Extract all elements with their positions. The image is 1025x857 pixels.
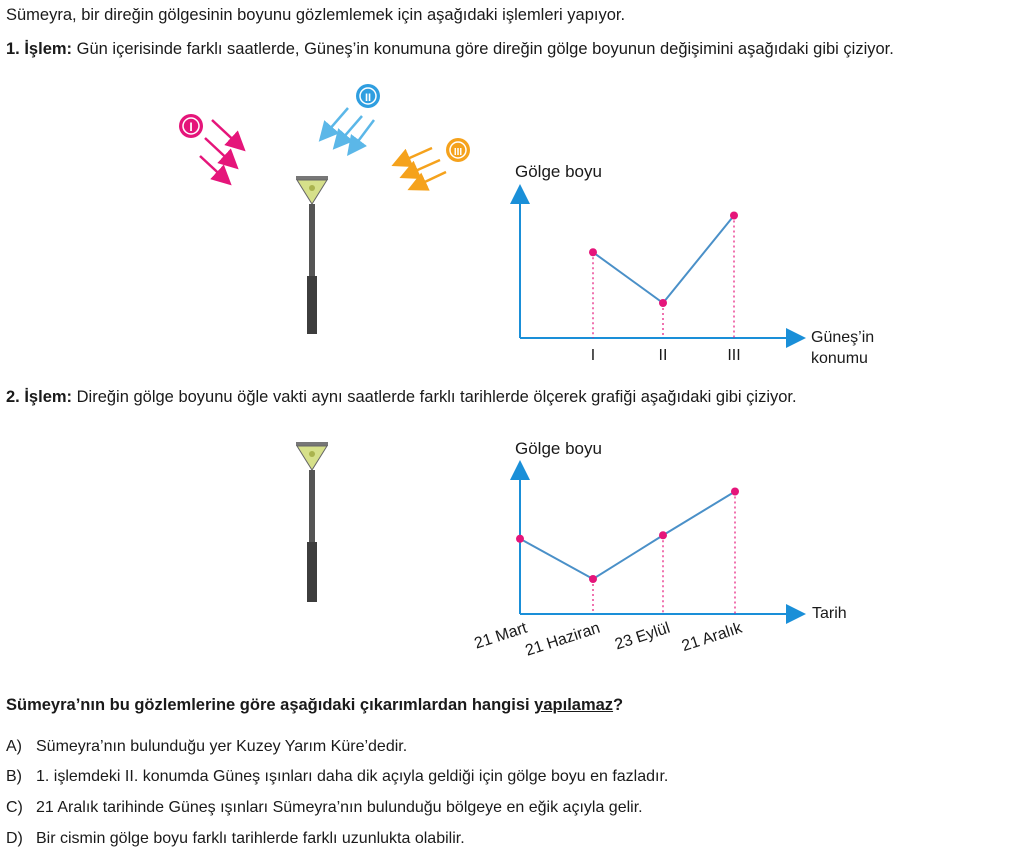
sun-II-label: II — [364, 92, 372, 104]
step1-description — [6, 40, 894, 59]
chart-dates — [445, 430, 875, 670]
question-prefix: Sümeyra’nın bu gözlemlerine göre aşağıdaki çıkarımlardan hangisi — [6, 696, 535, 714]
chart1-tick-label-0: I — [590, 347, 596, 364]
option-text: Sümeyra’nın bulunduğu yer Kuzey Yarım Küre’dedir. — [36, 738, 408, 755]
step2-description — [6, 388, 797, 407]
sun-III-rays-icon — [396, 148, 446, 188]
sun-I-rays-icon — [200, 120, 242, 182]
step2-text: Direğin gölge boyunu öğle vakti aynı saatlerde farklı tarihlerde ölçerek grafiği aşağıdaki gibi çiziyor. — [72, 388, 797, 406]
question-text — [6, 696, 623, 715]
chart1-point-2 — [730, 212, 738, 220]
option-letter: C) — [6, 799, 23, 816]
option-letter: A) — [6, 738, 22, 755]
chart1-point-1 — [659, 299, 667, 307]
chart2-tick-label-3: 21 Aralık — [679, 619, 745, 656]
chart2-point-0 — [516, 535, 524, 543]
chart2-point-2 — [659, 531, 667, 539]
sun-III-label: III — [453, 147, 463, 158]
lamp-post-icon — [296, 176, 328, 334]
sun-I-icon — [179, 114, 203, 138]
chart2-tick-label-0: 21 Mart — [472, 619, 530, 653]
intro-text: Sümeyra, bir direğin gölgesinin boyunu gözlemlemek için aşağıdaki işlemleri yapıyor. — [6, 6, 626, 24]
chart2-tick-label-2: 23 Eylül — [612, 619, 673, 654]
sun-III-icon — [446, 138, 470, 162]
question-suffix: ? — [613, 696, 624, 714]
option-text: 21 Aralık tarihinde Güneş ışınları Sümeyra’nın bulunduğu bölgeye en eğik açıyla gelir. — [36, 799, 643, 816]
chart2-series-line — [520, 492, 735, 580]
chart1-tick-label-2: III — [727, 347, 741, 364]
step1-illustration — [170, 80, 490, 350]
option-text: Bir cismin gölge boyu farklı tarihlerde farklı uzunlukta olabilir. — [36, 830, 465, 847]
chart-sun-position — [505, 155, 905, 370]
chart1-xlabel-line1: Güneş’in — [811, 329, 875, 346]
question-underlined: yapılamaz — [534, 696, 614, 714]
chart2-point-1 — [589, 575, 597, 583]
sun-II-icon — [356, 84, 380, 108]
option-c[interactable] — [6, 799, 643, 817]
chart2-ylabel: Gölge boyu — [515, 439, 602, 458]
chart1-xlabel-line2: konumu — [811, 350, 868, 367]
sun-I-label: I — [189, 120, 193, 134]
chart2-point-3 — [731, 488, 739, 496]
option-d[interactable] — [6, 830, 465, 848]
option-a[interactable] — [6, 738, 407, 756]
option-text: 1. işlemdeki II. konumda Güneş ışınları daha dik açıyla geldiği için gölge boyu en fazladır. — [36, 768, 669, 785]
step1-label: 1. İşlem: — [6, 40, 73, 58]
step2-label: 2. İşlem: — [6, 388, 73, 406]
chart2-xlabel: Tarih — [812, 605, 847, 622]
option-letter: D) — [6, 830, 23, 847]
chart1-series-line — [593, 216, 734, 304]
chart1-ylabel: Gölge boyu — [515, 162, 602, 181]
step1-text: Gün içerisinde farklı saatlerde, Güneş’in konumuna göre direğin gölge boyunun değişimini aşağıdaki gibi çiziyor. — [72, 40, 894, 58]
chart1-tick-label-1: II — [658, 347, 668, 364]
option-letter: B) — [6, 768, 22, 785]
step2-lamp-post-icon — [290, 440, 340, 610]
option-b[interactable] — [6, 768, 668, 786]
sun-II-rays-icon — [322, 108, 374, 152]
chart1-point-0 — [589, 248, 597, 256]
chart2-tick-label-1: 21 Haziran — [523, 619, 603, 660]
